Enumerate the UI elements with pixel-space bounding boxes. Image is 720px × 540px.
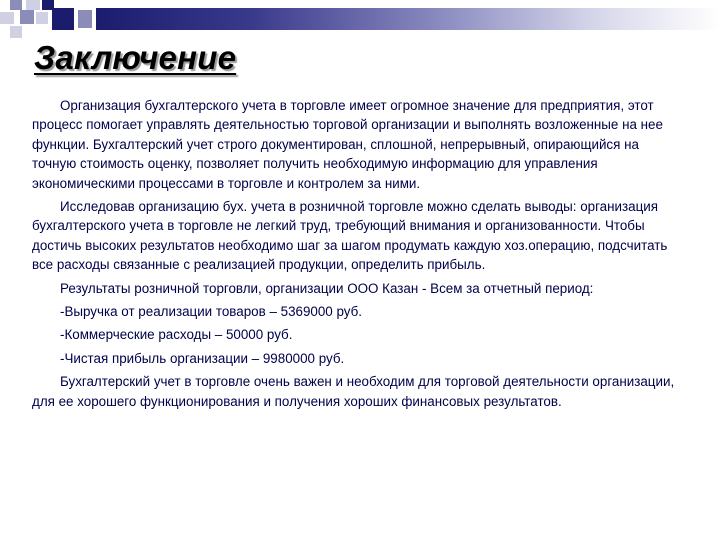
decor-square bbox=[26, 0, 40, 10]
paragraph: Результаты розничной торговли, организации ООО Казан - Всем за отчетный период: bbox=[60, 280, 594, 296]
slide-body bbox=[32, 96, 682, 415]
decor-square bbox=[0, 12, 14, 24]
result-item-revenue: -Выручка от реализации товаров – 5369000 руб. bbox=[60, 304, 363, 320]
paragraph: Исследовав организацию бух. учета в розничной торговле можно сделать выводы: организация бухгалтерского учета в торговле не легкий труд, требующий внимания и организованности. Чтобы достичь высоких результатов необходимо шаг за шагом продумать каждую хоз.операцию, подсчитать все расходы связанные с реализацией продукции, определить прибыль. bbox=[32, 199, 668, 273]
result-item-net-profit: -Чистая прибыль организации – 9980000 руб. bbox=[60, 350, 345, 366]
result-item-expenses: -Коммерческие расходы – 50000 руб. bbox=[60, 327, 293, 343]
closing-paragraph: Бухгалтерский учет в торговле очень важен и необходим для торговой деятельности организации, для ее хорошего функционирования и получения хороших финансовых результатов. bbox=[32, 374, 675, 409]
decor-square bbox=[10, 0, 22, 10]
decor-square bbox=[52, 8, 74, 30]
decorative-header-band bbox=[0, 0, 720, 30]
decor-square bbox=[78, 10, 92, 28]
slide-title: Заключение bbox=[34, 39, 237, 76]
decor-square bbox=[36, 12, 48, 24]
paragraph: Организация бухгалтерского учета в торговле имеет огромное значение для предприятия, этот процесс помогает управлять деятельностью торговой организации и выполнять возложенные на нее функции. Бухгалтерский учет строго документирован, сплошной, непрерывный, опирающийся на точную стоимость оценку, позволяет получить необходимую информацию для управления экономическими процессами в торговле и контролем за ними. bbox=[32, 98, 663, 191]
decor-square bbox=[10, 26, 22, 38]
decor-square bbox=[20, 10, 34, 24]
gradient-bar bbox=[96, 8, 720, 30]
